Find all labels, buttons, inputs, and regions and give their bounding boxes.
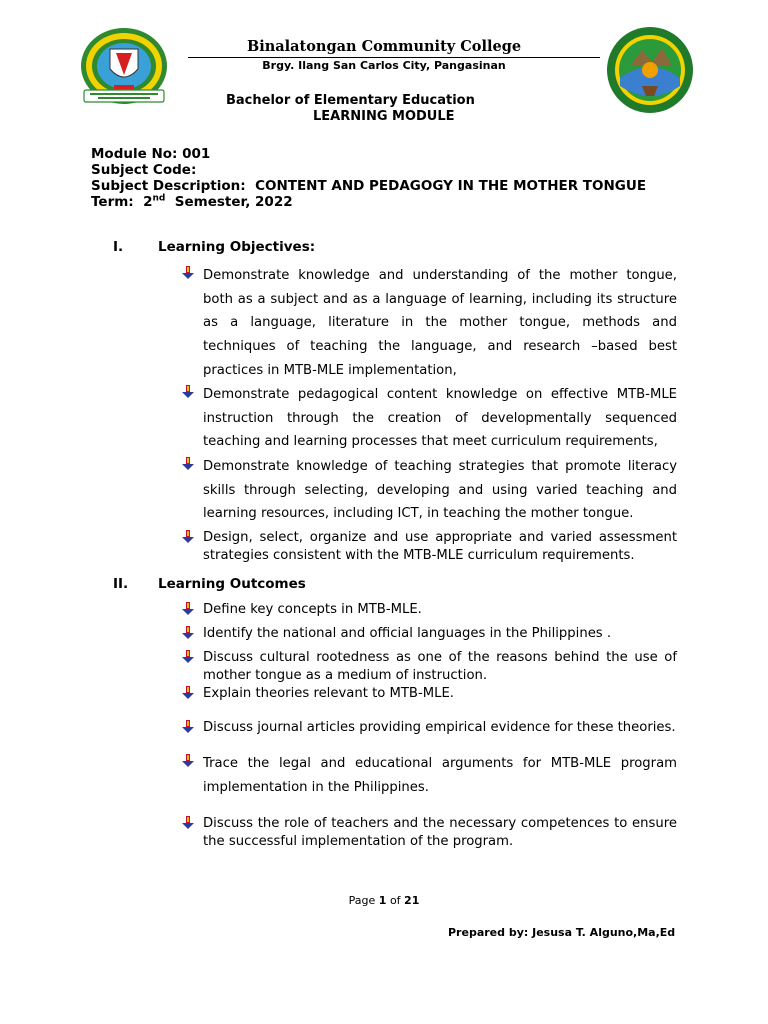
list-item [181, 383, 677, 454]
subject-description-value: CONTENT AND PEDAGOGY IN THE MOTHER TONGUE [255, 178, 647, 194]
arrow-bullet-icon [181, 384, 195, 398]
college-name: Binalatongan Community College [246, 38, 522, 55]
outcome-text: Trace the legal and educational arguments for MTB-MLE program implementation in the Philippines. [203, 756, 677, 795]
header-divider [188, 57, 600, 58]
arrow-bullet-icon [181, 265, 195, 279]
outcome-text: Discuss cultural rootedness as one of the reasons behind the use of mother tongue as a medium of instruction. [203, 650, 677, 683]
arrow-bullet-icon [181, 602, 195, 616]
arrow-bullet-icon [181, 650, 195, 664]
page-total: 21 [404, 894, 420, 907]
list-item [181, 649, 677, 684]
list-item [181, 752, 677, 799]
module-number: Module No: 001 [91, 146, 211, 162]
arrow-bullet-icon [181, 816, 195, 830]
list-item [181, 264, 677, 383]
module-title: LEARNING MODULE [313, 109, 455, 124]
college-address: Brgy. Ilang San Carlos City, Pangasinan [262, 59, 506, 72]
module-info [91, 146, 646, 210]
term-rest: Semester, 2022 [174, 194, 293, 210]
section-title: Learning Objectives: [158, 239, 316, 255]
section-number: II. [113, 576, 129, 592]
objective-text: Demonstrate knowledge of teaching strategies that promote literacy skills through selecting, developing and using varied teaching and learning resources, including ICT, in teaching the mother tongue. [203, 459, 677, 522]
objective-text: Demonstrate pedagogical content knowledge on effective MTB-MLE instruction through the creation of developmentally sequenced teaching and learning processes that meet curriculum requirements, [203, 387, 677, 450]
subject-description [91, 178, 646, 194]
subject-description-label: Subject Description: [91, 178, 246, 194]
section-learning-objectives-heading [113, 239, 413, 257]
arrow-bullet-icon [181, 530, 195, 544]
arrow-bullet-icon [181, 753, 195, 767]
term-number: 2 [143, 194, 153, 210]
arrow-bullet-icon [181, 456, 195, 470]
outcome-text: Discuss journal articles providing empirical evidence for these theories. [203, 720, 676, 735]
subject-code: Subject Code: [91, 162, 197, 178]
arrow-bullet-icon [181, 720, 195, 734]
outcome-text: Define key concepts in MTB-MLE. [203, 602, 422, 617]
objective-text: Design, select, organize and use appropriate and varied assessment strategies consistent with the MTB-MLE curriculum requirements. [203, 530, 677, 563]
list-item [181, 625, 677, 643]
term [91, 194, 646, 210]
list-item [181, 685, 677, 703]
list-item [181, 719, 677, 737]
list-item [181, 815, 677, 850]
page-word: Page [348, 894, 376, 907]
term-ordinal: nd [152, 193, 166, 204]
section-learning-outcomes-heading [113, 576, 413, 594]
outcome-text: Discuss the role of teachers and the necessary competences to ensure the successful implementation of the program. [203, 816, 677, 849]
outcome-text: Identify the national and official languages in the Philippines . [203, 626, 612, 641]
section-number: I. [113, 239, 124, 255]
list-item [181, 601, 677, 619]
page-of: of [389, 894, 401, 907]
arrow-bullet-icon [181, 686, 195, 700]
arrow-bullet-icon [181, 626, 195, 640]
prepared-by: Prepared by: Jesusa T. Alguno,Ma,Ed [448, 926, 676, 939]
list-item [181, 455, 677, 526]
objective-text: Demonstrate knowledge and understanding of the mother tongue, both as a subject and as a language of learning, including its structure as a language, literature in the mother tongue, methods and techniques of teaching the language, and research –based best practices in MTB-MLE implementation, [203, 268, 677, 378]
program-title: Bachelor of Elementary Education [226, 93, 475, 108]
section-title: Learning Outcomes [158, 576, 306, 592]
outcome-text: Explain theories relevant to MTB-MLE. [203, 686, 454, 701]
term-label: Term: [91, 194, 134, 210]
list-item [181, 529, 677, 564]
page-number [0, 894, 768, 907]
page-current: 1 [378, 894, 387, 907]
